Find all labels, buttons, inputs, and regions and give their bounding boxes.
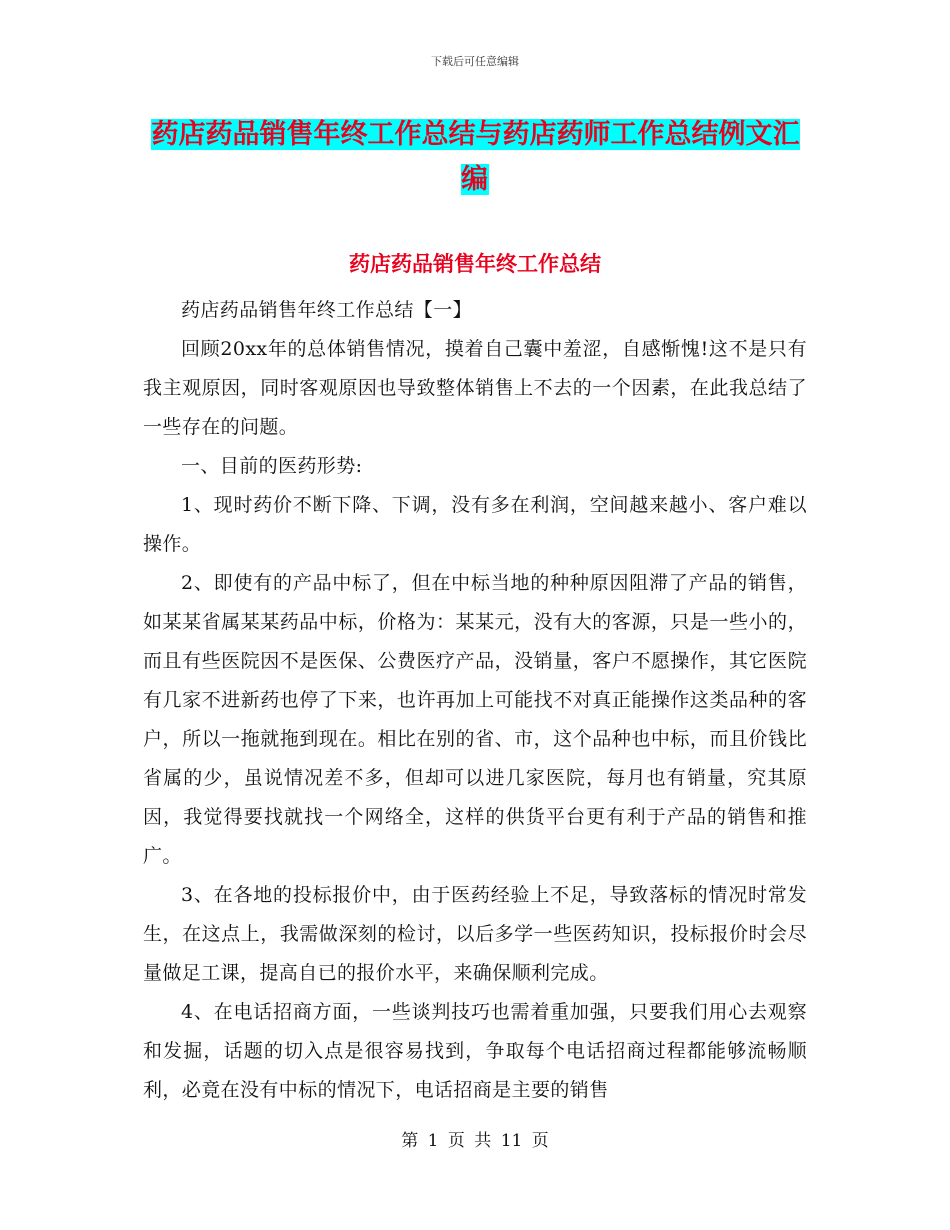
paragraph: 药店药品销售年终工作总结【一】 <box>181 299 473 321</box>
paragraph: 一、目前的医药形势: <box>181 455 363 477</box>
paragraph: 回顾20xx年的总体销售情况，摸着自己囊中羞涩，自感惭愧!这不是只有我主观原因，同时客观原因也导致整体销售上不去的一个因素，在此我总结了一些存在的问题。 <box>143 338 807 438</box>
document-title <box>143 112 807 202</box>
document-body <box>143 291 807 1110</box>
paragraph: 3、在各地的投标报价中，由于医药经验上不足，导致落标的情况时常发生，在这点上，我需做深刻的检讨，以后多学一些医药知识，投标报价时会尽量做足工课，提高自已的报价水平，来确保顺利完成。 <box>143 884 807 984</box>
paragraph: 2、即使有的产品中标了，但在中标当地的种种原因阻滞了产品的销售，如某某省属某某药品中标，价格为：某某元，没有大的客源，只是一些小的，而且有些医院因不是医保、公费医疗产品，没销量，客户不愿操作，其它医院有几家不进新药也停了下来，也许再加上可能找不对真正能操作这类品种的客户，所以一拖就拖到现在。相比在别的省、市，这个品种也中标，而且价钱比省属的少，虽说情况差不多，但却可以进几家医院，每月也有销量，究其原因，我觉得要找就找一个网络全，这样的供货平台更有利于产品的销售和推广。 <box>143 572 807 867</box>
page-header-note: 下载后可任意编辑 <box>431 55 519 68</box>
paragraph: 1、现时药价不断下降、下调，没有多在利润，空间越来越小、客户难以操作。 <box>143 494 807 555</box>
page-footer-pagination: 第 1 页 共 11 页 <box>401 1131 549 1151</box>
paragraph: 4、在电话招商方面，一些谈判技巧也需着重加强，只要我们用心去观察和发掘，话题的切入点是很容易找到，争取每个电话招商过程都能够流畅顺利，必竟在没有中标的情况下，电话招商是主要的销售 <box>143 1001 807 1101</box>
document-title-text: 药店药品销售年终工作总结与药店药师工作总结例文汇编 <box>151 119 800 195</box>
section-title: 药店药品销售年终工作总结 <box>349 252 601 276</box>
